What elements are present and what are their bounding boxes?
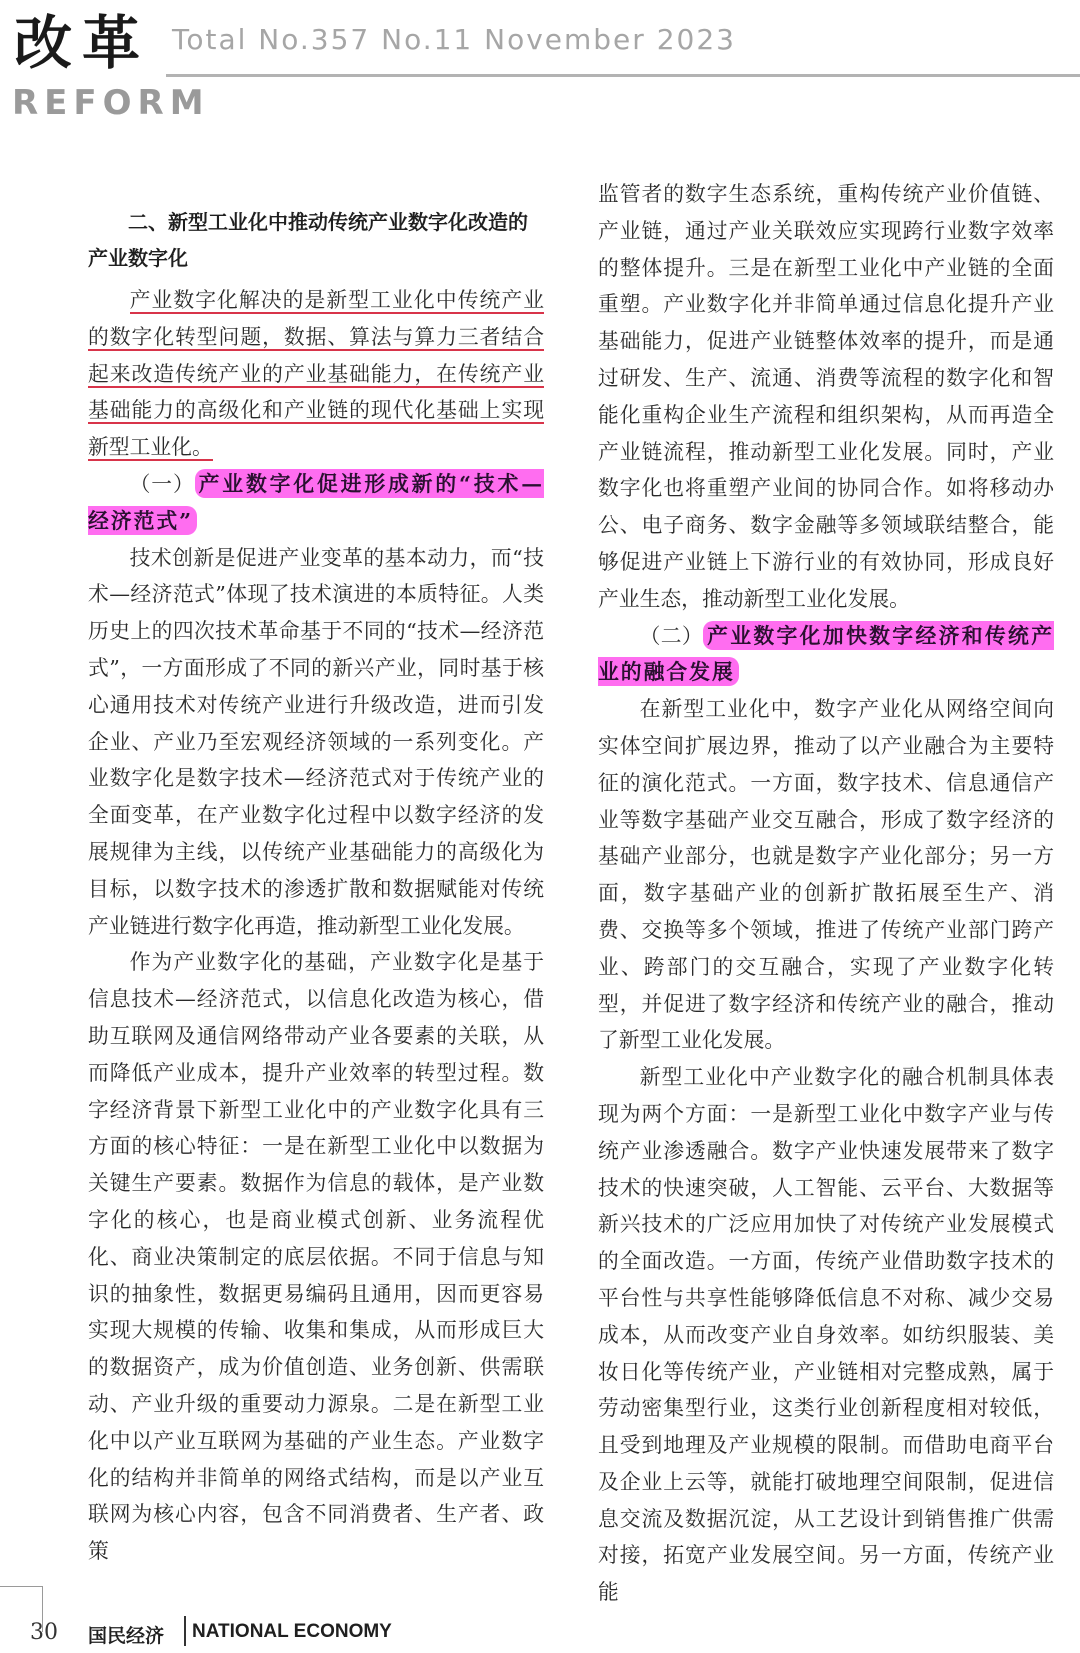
subheading-1-highlight: 产业数字化促进形成新的“技术—经济范式” bbox=[88, 470, 545, 533]
issue-info: Total No.357 No.11 November 2023 bbox=[172, 23, 736, 56]
right-paragraph-1: 监管者的数字生态系统，重构传统产业价值链、产业链，通过产业关联效应实现跨行业数字效率的整体提升。三是在新型工业化中产业链的全面重塑。产业数字化并非简单通过信息化提升产业基础能力，促进产业链整体效率的提升，而是通过研发、生产、流通、消费等流程的数字化和智能化重构企业生产流程和组织架构，从而再造全产业链流程，推动新型工业化发展。同时，产业数字化也将重塑产业间的协同合作。如将移动办公、电子商务、数字金融等多领域联结整合，能够促进产业链上下游行业的有效协同，形成良好产业生态，推动新型工业化发展。 bbox=[598, 182, 1054, 611]
subheading-1 bbox=[88, 466, 544, 540]
subheading-1-prefix: （一） bbox=[129, 471, 195, 496]
footer-separator bbox=[184, 1616, 186, 1646]
subheading-2-highlight: 产业数字化加快数字经济和传统产业的融合发展 bbox=[598, 622, 1055, 685]
right-paragraph-2: 在新型工业化中，数字产业化从网络空间向实体空间扩展边界，推动了以产业融合为主要特征的演化范式。一方面，数字技术、信息通信产业等数字基础产业交互融合，形成了数字经济的基础产业部分，也就是数字产业化部分；另一方面，数字基础产业的创新扩散拓展至生产、消费、交换等多个领域，推进了传统产业部门跨产业、跨部门的交互融合，实现了产业数字化转型，并促进了数字经济和传统产业的融合，推动了新型工业化发展。 bbox=[598, 697, 1054, 1053]
left-column bbox=[88, 282, 544, 1570]
journal-logo: 改革 bbox=[14, 9, 151, 77]
left-paragraph-2: 作为产业数字化的基础，产业数字化是基于信息技术—经济范式，以信息化改造为核心，借助互联网及通信网络带动产业各要素的关联，从而降低产业成本，提升产业效率的转型过程。数字经济背景下新型工业化中的产业数字化具有三方面的核心特征：一是在新型工业化中以数据为关键生产要素。数据作为信息的载体，是产业数字化的核心，也是商业模式创新、业务流程优化、商业决策制定的底层依据。不同于信息与知识的抽象性，数据更易编码且通用，因而更容易实现大规模的传输、收集和集成，从而形成巨大的数据资产，成为价值创造、业务创新、供需联动、产业升级的重要动力源泉。二是在新型工业化中以产业互联网为基础的产业生态。产业数字化的结构并非简单的网络式结构，而是以产业互联网为核心内容，包含不同消费者、生产者、政策 bbox=[88, 950, 544, 1564]
intro-paragraph bbox=[88, 282, 544, 466]
subheading-2 bbox=[598, 618, 1054, 692]
footer-corner-mark bbox=[0, 1586, 43, 1587]
page-number: 30 bbox=[30, 1620, 58, 1645]
header-divider bbox=[166, 74, 1080, 77]
journal-logo-english: REFORM bbox=[12, 83, 210, 123]
subheading-2-prefix: （二） bbox=[639, 623, 704, 648]
right-paragraph-3: 新型工业化中产业数字化的融合机制具体表现为两个方面：一是新型工业化中数字产业与传统产业渗透融合。数字产业快速发展带来了数字技术的快速突破，人工智能、云平台、大数据等新兴技术的广泛应用加快了对传统产业发展模式的全面改造。一方面，传统产业借助数字技术的平台性与共享性能够降低信息不对称、减少交易成本，从而改变产业自身效率。如纺织服装、美妆日化等传统产业，产业链相对完整成熟，属于劳动密集型行业，这类行业创新程度相对较低，且受到地理及产业规模的限制。而借助电商平台及企业上云等，就能打破地理空间限制，促进信息交流及数据沉淀，从工艺设计到销售推广供需对接，拓宽产业发展空间。另一方面，传统产业能 bbox=[598, 1065, 1054, 1605]
right-column bbox=[598, 176, 1054, 1611]
left-paragraph-1: 技术创新是促进产业变革的基本动力，而“技术—经济范式”体现了技术演进的本质特征。人类历史上的四次技术革命基于不同的“技术—经济范式”，一方面形成了不同的新兴产业，同时基于核心通用技术对传统产业进行升级改造，进而引发企业、产业乃至宏观经济领域的一系列变化。产业数字化是数字技术—经济范式对于传统产业的全面变革，在产业数字化过程中以数字经济的发展规律为主线，以传统产业基础能力的高级化为目标，以数字技术的渗透扩散和数据赋能对传统产业链进行数字化再造，推动新型工业化发展。 bbox=[88, 545, 544, 938]
section-heading: 二、新型工业化中推动传统产业数字化改造的产业数字化 bbox=[88, 210, 528, 270]
footer-journal-en: NATIONAL ECONOMY bbox=[192, 1621, 392, 1642]
footer-journal-cn: 国民经济 bbox=[88, 1625, 165, 1647]
intro-underlined-text: 产业数字化解决的是新型工业化中传统产业的数字化转型问题，数据、算法与算力三者结合起来改造传统产业的产业基础能力，在传统产业基础能力的高级化和产业链的现代化基础上实现新型工业化。 bbox=[88, 288, 544, 460]
